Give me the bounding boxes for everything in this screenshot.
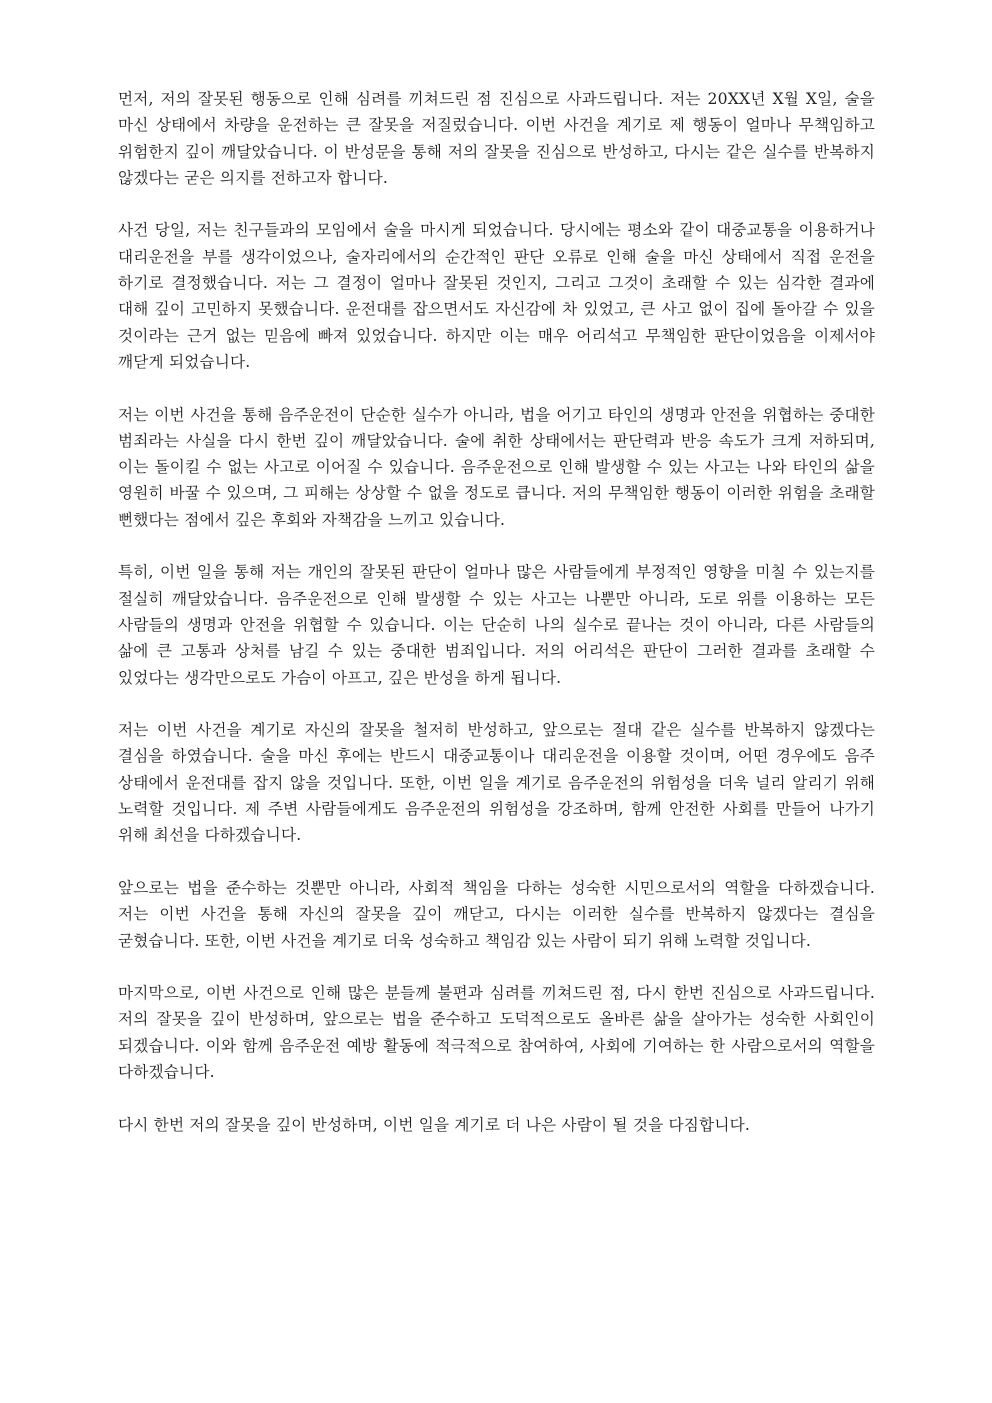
paragraph-future-commitment: 앞으로는 법을 준수하는 것뿐만 아니라, 사회적 책임을 다하는 성숙한 시민으로서의 역할을 다하겠습니다. 저는 이번 사건을 통해 자신의 잘못을 깊이 깨닫고, 다시는 이러한 실수를 반복하지 않겠다는 결심을 굳혔습니다. 또한, 이번 사건을 계기로 더욱 성숙하고 책임감 있는 사람이 되기 위해 노력할 것입니다.: [118, 878, 875, 950]
paragraph-closing-apology: 마지막으로, 이번 사건으로 인해 많은 분들께 불편과 심려를 끼쳐드린 점, 다시 한번 진심으로 사과드립니다. 저의 잘못을 깊이 반성하며, 앞으로는 법을 준수하고 도덕적으로도 올바른 삶을 살아가는 성숙한 사회인이 되겠습니다. 이와 함께 음주운전 예방 활동에 적극적으로 참여하여, 사회에 기여하는 한 사람으로서의 역할을 다하겠습니다.: [118, 984, 875, 1081]
paragraph-impact-on-others: 특히, 이번 일을 통해 저는 개인의 잘못된 판단이 얼마나 많은 사람들에게 부정적인 영향을 미칠 수 있는지를 절실히 깨달았습니다. 음주운전으로 인해 발생할 수 있는 사고는 나뿐만 아니라, 도로 위를 이용하는 모든 사람들의 생명과 안전을 위협할 수 있습니다. 이는 단순히 나의 실수로 끝나는 것이 아니라, 다른 사람들의 삶에 큰 고통과 상처를 남길 수 있는 중대한 범죄입니다. 저의 어리석은 판단이 그러한 결과를 초래할 수 있었다는 생각만으로도 가슴이 아프고, 깊은 반성을 하게 됩니다.: [118, 563, 875, 687]
paragraph-realization: 저는 이번 사건을 통해 음주운전이 단순한 실수가 아니라, 법을 어기고 타인의 생명과 안전을 위협하는 중대한 범죄라는 사실을 다시 한번 깊이 깨달았습니다. 술에 취한 상태에서는 판단력과 반응 속도가 크게 저하되며, 이는 돌이킬 수 없는 사고로 이어질 수 있습니다. 음주운전으로 인해 발생할 수 있는 사고는 나와 타인의 삶을 영원히 바꿀 수 있으며, 그 피해는 상상할 수 없을 정도로 큽니다. 저의 무책임한 행동이 이러한 위험을 초래할 뻔했다는 점에서 깊은 후회와 자책감을 느끼고 있습니다.: [118, 405, 875, 529]
paragraph-final-pledge: 다시 한번 저의 잘못을 깊이 반성하며, 이번 일을 계기로 더 나은 사람이 될 것을 다짐합니다.: [118, 1115, 750, 1134]
paragraph-resolution: 저는 이번 사건을 계기로 자신의 잘못을 철저히 반성하고, 앞으로는 절대 같은 실수를 반복하지 않겠다는 결심을 하였습니다. 술을 마신 후에는 반드시 대중교통이나 대리운전을 이용할 것이며, 어떤 경우에도 음주 상태에서 운전대를 잡지 않을 것입니다. 또한, 이번 일을 계기로 음주운전의 위험성을 더욱 널리 알리기 위해 노력할 것입니다. 제 주변 사람들에게도 음주운전의 위험성을 강조하며, 함께 안전한 사회를 만들어 나가기 위해 최선을 다하겠습니다.: [118, 721, 875, 845]
paragraph-incident-account: 사건 당일, 저는 친구들과의 모임에서 술을 마시게 되었습니다. 당시에는 평소와 같이 대중교통을 이용하거나 대리운전을 부를 생각이었으나, 술자리에서의 순간적인 판단 오류로 인해 술을 마신 상태에서 직접 운전을 하기로 결정했습니다. 저는 그 결정이 얼마나 잘못된 것인지, 그리고 그것이 초래할 수 있는 심각한 결과에 대해 깊이 고민하지 못했습니다. 운전대를 잡으면서도 자신감에 차 있었고, 큰 사고 없이 집에 돌아갈 수 있을 것이라는 근거 없는 믿음에 빠져 있었습니다. 하지만 이는 매우 어리석고 무책임한 판단이었음을 이제서야 깨닫게 되었습니다.: [118, 221, 875, 371]
paragraph-apology-intro: 먼저, 저의 잘못된 행동으로 인해 심려를 끼쳐드린 점 진심으로 사과드립니다. 저는 20XX년 X월 X일, 술을 마신 상태에서 차량을 운전하는 큰 잘못을 저질렀습니다. 이번 사건을 계기로 제 행동이 얼마나 무책임하고 위험한지 깊이 깨달았습니다. 이 반성문을 통해 저의 잘못을 진심으로 반성하고, 다시는 같은 실수를 반복하지 않겠다는 굳은 의지를 전하고자 합니다.: [118, 90, 875, 187]
document-body: [118, 86, 875, 1138]
